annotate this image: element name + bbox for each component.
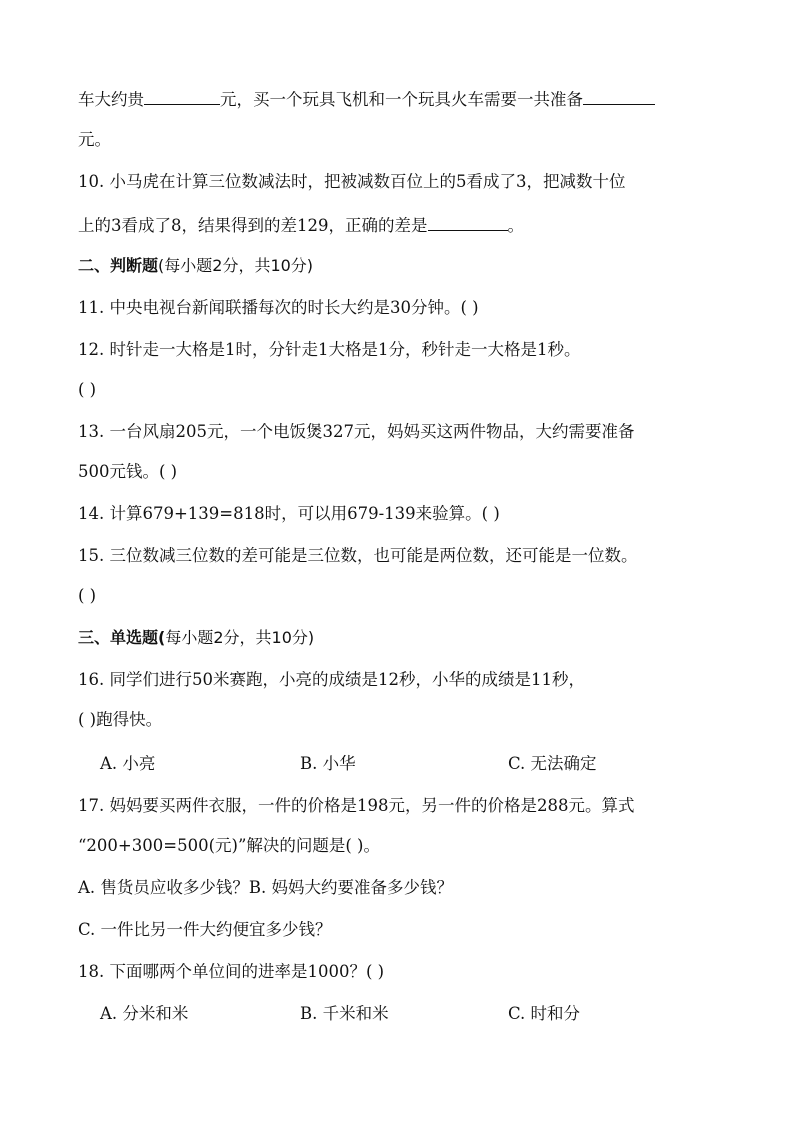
q17-option-ab[interactable]: A. 售货员应收多少钱？B. 妈妈大约要准备多少钱？ [78,878,454,897]
q9-blank-2[interactable] [583,86,655,105]
q17-line1: 17. 妈妈要买两件衣服，一件的价格是198元，另一件的价格是288元。算式 [78,796,635,815]
q16-line1: 16. 同学们进行50米赛跑，小亮的成绩是12秒，小华的成绩是11秒， [78,670,585,689]
q10-blank[interactable] [428,212,508,231]
q18-option-a[interactable]: A. 分米和米 [100,1004,189,1023]
q9-blank-1[interactable] [144,86,220,105]
q9-text-a: 车大约贵 [78,90,144,109]
q15-line1: 15. 三位数减三位数的差可能是三位数，也可能是两位数，还可能是一位数。 [78,546,638,565]
q10-text-b: 。 [507,216,524,235]
q16-option-c[interactable]: C. 无法确定 [508,754,597,773]
q16-option-a[interactable]: A. 小亮 [100,754,156,773]
q10-line2 [78,212,524,238]
section2-title: 二、判断题 [78,256,159,275]
q18-option-b[interactable]: B. 千米和米 [300,1004,389,1023]
section2-note: (每小题2分，共10分) [158,256,314,275]
q12-line1: 12. 时针走一大格是1时，分针走1大格是1分，秒针走一大格是1秒。 [78,340,581,359]
q18-option-c[interactable]: C. 时和分 [508,1004,581,1023]
q16-option-b[interactable]: B. 小华 [300,754,356,773]
q9-line2: 元。 [78,130,111,149]
q16-line2: ( )跑得快。 [78,710,163,729]
q9-line1 [78,86,655,112]
q17-option-c[interactable]: C. 一件比另一件大约便宜多少钱？ [78,920,332,939]
q18-line1: 18. 下面哪两个单位间的进率是1000？( ) [78,962,385,981]
q10-text-a: 上的3看成了8，结果得到的差129，正确的差是 [78,216,428,235]
q15-answer-bracket[interactable]: ( ) [78,586,97,605]
q13-line1: 13. 一台风扇205元，一个电饭煲327元，妈妈买这两件物品，大约需要准备 [78,422,635,441]
section3-heading [78,626,314,650]
section3-title: 三、单选题( [78,628,166,647]
q9-text-b: 元，买一个玩具飞机和一个玩具火车需要一共准备 [220,90,583,109]
q12-answer-bracket[interactable]: ( ) [78,380,97,399]
section3-note: 每小题2分，共10分) [165,628,315,647]
q17-line2: “200+300=500(元)”解决的问题是( )。 [78,836,380,855]
section2-heading [78,254,313,278]
q14-line: 14. 计算679+139=818时，可以用679-139来验算。( ) [78,504,500,523]
q11-line: 11. 中央电视台新闻联播每次的时长大约是30分钟。( ) [78,298,479,317]
q10-line1: 10. 小马虎在计算三位数减法时，把被减数百位上的5看成了3，把减数十位 [78,172,626,191]
q13-line2: 500元钱。( ) [78,462,178,481]
